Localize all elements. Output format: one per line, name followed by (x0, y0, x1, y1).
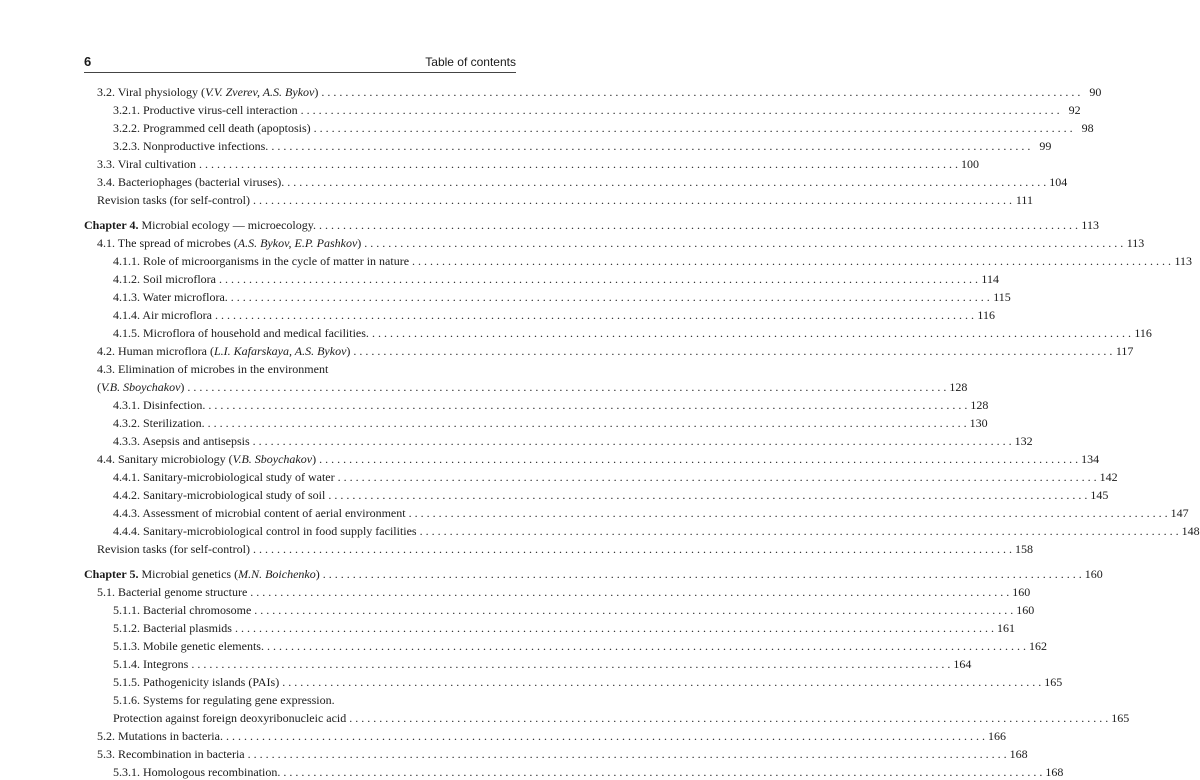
toc-pre-text: 4.2. Human microflora ( (97, 344, 214, 358)
toc-entry-title (97, 746, 245, 762)
toc-text-text: 3.2.2. Programmed cell death (apoptosis) (113, 121, 311, 135)
toc-entry-title (84, 217, 316, 233)
toc-page-number: 165 (1044, 675, 1063, 689)
toc-entry[interactable] (84, 172, 1068, 190)
toc-entry-title (113, 271, 216, 287)
toc-entry-title (113, 325, 369, 341)
toc-page-number: 130 (969, 416, 988, 430)
toc-page-number: 165 (1111, 711, 1130, 725)
toc-pre-text: ( (97, 380, 101, 394)
toc-page-number: 148 (1181, 524, 1200, 538)
dot-leader (364, 235, 1123, 251)
dot-leader (301, 102, 1060, 118)
toc-entry-title (113, 289, 228, 305)
toc-page-number: 99 (1039, 139, 1052, 153)
dot-leader (420, 523, 1179, 539)
toc-page-number: 132 (1014, 434, 1033, 448)
dot-leader (338, 469, 1097, 485)
toc-entry-title (113, 710, 346, 726)
toc-pre-text: 3.2. Viral physiology ( (97, 85, 206, 99)
toc-page-number: 161 (996, 621, 1015, 635)
toc-entry-title (113, 523, 417, 539)
toc-entry[interactable] (84, 136, 1052, 154)
toc-entry-title (97, 192, 250, 208)
dot-leader (208, 397, 967, 413)
toc-entry-title (113, 656, 188, 672)
dot-leader (253, 541, 1012, 557)
toc-text-text: 4.3.2. Sterilization. (113, 416, 205, 430)
toc-entry[interactable] (84, 377, 968, 395)
toc-text-text: 4.1.2. Soil microflora (113, 272, 216, 286)
toc-entry-title (113, 487, 325, 503)
dot-leader (282, 674, 1041, 690)
toc-ital-text: V.V. Zverev, A.S. Bykov (205, 85, 315, 99)
dot-leader (226, 728, 985, 744)
toc-text-text: 5.3. Recombination in bacteria (97, 747, 245, 761)
toc-text-text: 5.3.1. Homologous recombination. (113, 765, 281, 779)
dot-leader (314, 120, 1073, 136)
toc-post-text: ) (357, 236, 362, 250)
toc-text-text: 5.1.3. Mobile genetic elements. (113, 639, 264, 653)
dot-leader (319, 451, 1078, 467)
toc-entry[interactable] (84, 521, 1200, 539)
toc-post-text: ) (346, 344, 351, 358)
toc-page-number: 166 (987, 729, 1006, 743)
toc-ital-text: M.N. Boichenko (238, 567, 316, 581)
toc-entry[interactable] (84, 618, 1015, 636)
dot-leader (215, 307, 974, 323)
toc-ital-text: A.S. Bykov, E.P. Pashkov (237, 236, 358, 250)
toc-entry[interactable] (84, 672, 1063, 690)
toc-entry-title (113, 120, 311, 136)
toc-entry[interactable] (84, 359, 516, 377)
toc-entry-title (97, 156, 196, 172)
toc-text-text: 5.1.4. Integrons (113, 657, 189, 671)
toc-post-text: ) (315, 567, 320, 581)
toc-page-number: 113 (1081, 218, 1099, 232)
toc-page-number: 113 (1174, 254, 1193, 268)
toc-entry-title (113, 102, 298, 118)
toc-text-text: 4.1.1. Role of microorganisms in the cycle of matter in nature (113, 254, 410, 268)
table-of-contents (84, 82, 1200, 780)
toc-entry[interactable] (84, 431, 1033, 449)
toc-entry-title (97, 728, 223, 744)
toc-entry-title (113, 764, 280, 780)
toc-bold-text: Chapter 4. (84, 218, 139, 232)
toc-entry-title (97, 343, 350, 359)
toc-entry[interactable] (84, 82, 1102, 100)
toc-entry-title (97, 174, 284, 190)
toc-post-text: ) (180, 380, 185, 394)
toc-entry-title (84, 566, 320, 582)
toc-entry[interactable] (84, 485, 1109, 503)
toc-text-text: 4.1.5. Microflora of household and medical facilities. (113, 326, 369, 340)
toc-entry[interactable] (84, 251, 1193, 269)
toc-text-text: 4.4.3. Assessment of microbial content of aerial environment (113, 506, 406, 520)
toc-entry[interactable] (84, 539, 1033, 557)
toc-entry[interactable] (84, 190, 1033, 208)
dot-leader (409, 505, 1168, 521)
dot-leader (412, 253, 1171, 269)
toc-entry[interactable] (84, 582, 1031, 600)
toc-text-text: 4.1.4. Air microflora (113, 308, 212, 322)
dot-leader (321, 84, 1080, 100)
toc-page-number: 114 (981, 272, 999, 286)
toc-entry[interactable] (84, 305, 995, 323)
toc-ital-text: V.B. Sboychakov (101, 380, 181, 394)
page-number: 6 (84, 54, 92, 69)
toc-text-text: 5.2. Mutations in bacteria. (97, 729, 223, 743)
toc-pre-text: 4.1. The spread of microbes ( (97, 236, 238, 250)
toc-entry[interactable] (84, 269, 999, 287)
toc-entry[interactable] (84, 600, 1035, 618)
toc-pre-text: 4.4. Sanitary microbiology ( (97, 452, 233, 466)
toc-entry-title (113, 469, 335, 485)
toc-text-text: 5.1.5. Pathogenicity islands (PAIs) (113, 675, 280, 689)
toc-page-number: 160 (1012, 585, 1031, 599)
toc-entry[interactable] (84, 690, 516, 708)
toc-page-number: 113 (1126, 236, 1145, 250)
toc-entry-title (113, 397, 205, 413)
toc-text-text: 3.3. Viral cultivation (97, 157, 197, 171)
toc-page-number: 168 (1009, 747, 1028, 761)
toc-entry-title (97, 584, 247, 600)
toc-page-number: 162 (1028, 639, 1047, 653)
toc-text-text: Revision tasks (for self-control) (97, 542, 250, 556)
toc-page-number: 160 (1016, 603, 1035, 617)
toc-text-text: 5.1. Bacterial genome structure (97, 585, 248, 599)
toc-post-text: ) (312, 452, 317, 466)
toc-entry[interactable] (84, 154, 980, 172)
toc-entry[interactable] (84, 341, 1134, 359)
toc-entry-title (113, 602, 251, 618)
toc-text-text: 3.2.1. Productive virus-cell interaction (113, 103, 298, 117)
toc-entry[interactable] (84, 708, 1130, 726)
toc-page-number: 145 (1090, 488, 1109, 502)
toc-entry-title (113, 415, 205, 431)
dot-leader (328, 487, 1087, 503)
toc-text-text: 4.3.1. Disinfection. (113, 398, 206, 412)
toc-entry[interactable] (84, 726, 1006, 744)
toc-entry[interactable] (84, 762, 1064, 780)
dot-leader (254, 602, 1013, 618)
toc-entry-title (97, 84, 318, 100)
toc-entry[interactable] (84, 233, 1145, 251)
toc-text-text: 3.2.3. Nonproductive infections. (113, 139, 269, 153)
dot-leader (187, 379, 946, 395)
dot-leader (199, 156, 958, 172)
toc-page-number: 116 (1134, 326, 1152, 340)
toc-text-text: 4.4.2. Sanitary-microbiological study of soil (113, 488, 326, 502)
toc-page-number: 90 (1089, 85, 1102, 99)
toc-page-number: 128 (949, 380, 968, 394)
toc-bold-text: Chapter 5. (84, 567, 139, 581)
toc-page-number: 92 (1068, 103, 1081, 117)
toc-entry[interactable] (84, 636, 1047, 654)
toc-page-number: 100 (961, 157, 980, 171)
dot-leader (271, 138, 1030, 154)
dot-leader (248, 746, 1007, 762)
toc-entry-title (97, 379, 184, 395)
toc-page-number: 128 (970, 398, 989, 412)
toc-post-text: ) (314, 85, 319, 99)
toc-entry[interactable] (84, 413, 988, 431)
dot-leader (319, 217, 1078, 233)
page-header (84, 52, 516, 73)
toc-entry[interactable] (84, 395, 989, 413)
toc-pre-text: Microbial genetics ( (138, 567, 239, 581)
dot-leader (349, 710, 1108, 726)
toc-page-number: 98 (1081, 121, 1094, 135)
toc-entry-title (113, 638, 264, 654)
toc-text-text: 4.4.4. Sanitary-microbiological control in food supply facilities (113, 524, 417, 538)
dot-leader (323, 566, 1082, 582)
toc-entry-title (113, 253, 409, 269)
dot-leader (372, 325, 1131, 341)
toc-entry-title (97, 541, 250, 557)
dot-leader (283, 764, 1042, 780)
toc-entry-title (113, 138, 268, 154)
toc-page-number: 104 (1049, 175, 1068, 189)
toc-entry-title (113, 307, 212, 323)
toc-text-text: Revision tasks (for self-control) (97, 193, 250, 207)
toc-entry[interactable] (84, 287, 1011, 305)
dot-leader (208, 415, 967, 431)
toc-text-text: 4.4.1. Sanitary-microbiological study of water (113, 470, 335, 484)
toc-text-text: Microbial ecology — microecology. (138, 218, 316, 232)
toc-entry[interactable] (84, 744, 1028, 762)
toc-page-number: 158 (1014, 542, 1033, 556)
toc-entry[interactable] (84, 564, 1103, 582)
toc-text-text: 3.4. Bacteriophages (bacterial viruses). (97, 175, 285, 189)
toc-page-number: 111 (1015, 193, 1033, 207)
toc-text-text: 5.1.1. Bacterial chromosome (113, 603, 252, 617)
toc-text-text: 5.1.6. Systems for regulating gene expression. (113, 693, 335, 707)
toc-entry[interactable] (84, 323, 1152, 341)
dot-leader (219, 271, 978, 287)
dot-leader (231, 289, 990, 305)
toc-page-number: 142 (1099, 470, 1118, 484)
dot-leader (235, 620, 994, 636)
toc-text-text: 4.3.3. Asepsis and antisepsis (113, 434, 250, 448)
toc-entry-title (113, 620, 232, 636)
running-head: Table of contents (425, 55, 516, 69)
toc-text-text: 5.1.2. Bacterial plasmids (113, 621, 232, 635)
toc-entry-title (97, 451, 316, 467)
toc-entry[interactable] (84, 215, 1099, 233)
toc-entry[interactable] (84, 467, 1118, 485)
toc-ital-text: L.I. Kafarskaya, A.S. Bykov (213, 344, 347, 358)
toc-text-text: 4.1.3. Water microflora. (113, 290, 228, 304)
dot-leader (191, 656, 950, 672)
toc-page-number: 116 (977, 308, 995, 322)
toc-page-number: 117 (1115, 344, 1134, 358)
toc-page-number: 160 (1084, 567, 1103, 581)
dot-leader (250, 584, 1009, 600)
toc-text-text: 4.3. Elimination of microbes in the environment (97, 362, 329, 376)
toc-entry[interactable] (84, 118, 1094, 136)
toc-entry[interactable] (84, 503, 1189, 521)
toc-entry-title (113, 674, 279, 690)
dot-leader (267, 638, 1026, 654)
dot-leader (253, 433, 1012, 449)
toc-page-number: 147 (1170, 506, 1189, 520)
dot-leader (287, 174, 1046, 190)
toc-page-number: 115 (993, 290, 1011, 304)
dot-leader (353, 343, 1112, 359)
dot-leader (253, 192, 1012, 208)
toc-entry[interactable] (84, 449, 1100, 467)
toc-ital-text: V.B. Sboychakov (232, 452, 313, 466)
toc-entry-title (97, 235, 361, 251)
toc-page-number: 164 (953, 657, 972, 671)
toc-entry-title (113, 505, 406, 521)
toc-entry-title (113, 433, 250, 449)
toc-entry-title (113, 692, 335, 708)
toc-page-number: 134 (1081, 452, 1100, 466)
toc-page-number: 168 (1045, 765, 1064, 779)
toc-entry-title (97, 361, 328, 377)
toc-entry[interactable] (84, 100, 1081, 118)
toc-entry[interactable] (84, 654, 972, 672)
toc-text-text: Protection against foreign deoxyribonucleic acid (113, 711, 347, 725)
